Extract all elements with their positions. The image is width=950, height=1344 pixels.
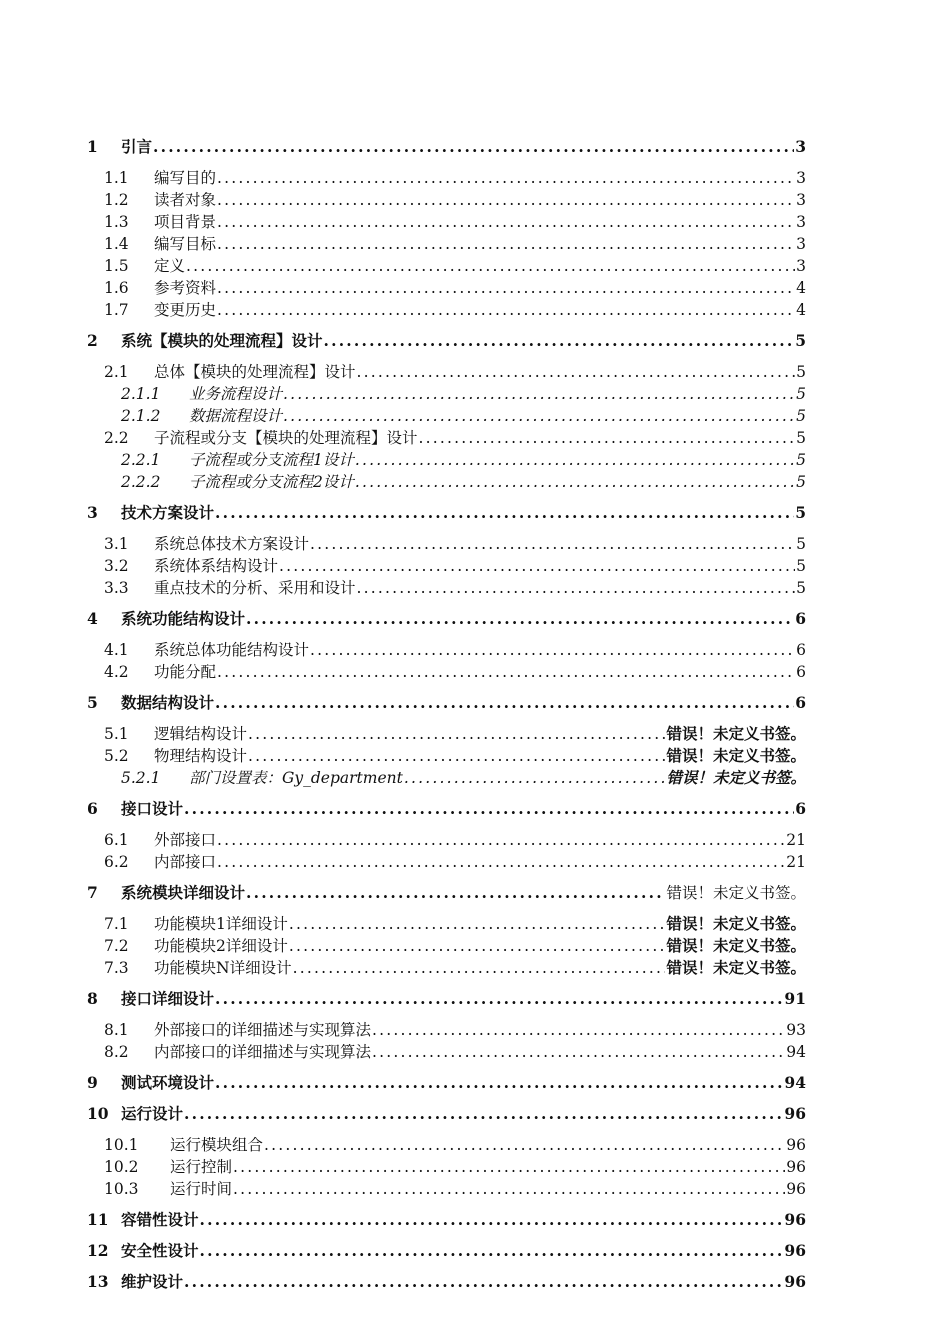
- toc-entry-page: 错误！未定义书签。: [666, 884, 806, 902]
- toc-entry-title: 功能分配: [154, 663, 217, 681]
- toc-entry-number: 11: [87, 1210, 109, 1229]
- toc-entry-number: 3.3: [104, 579, 129, 597]
- toc-entry-page: 96: [784, 1210, 806, 1229]
- toc-entry-number: 3.1: [104, 535, 129, 553]
- toc-entry[interactable]: [0, 692, 806, 714]
- toc-entry-title: 系统总体技术方案设计: [154, 535, 310, 553]
- toc-leader-dots: [217, 277, 795, 299]
- toc-entry-page: 21: [786, 853, 806, 871]
- toc-entry-number: 1.4: [104, 235, 129, 253]
- toc-entry-title: 子流程或分支流程2设计: [189, 473, 354, 491]
- toc-entry-page: 96: [784, 1104, 806, 1123]
- toc-entry-number: 1: [87, 137, 98, 156]
- toc-entry[interactable]: [0, 1103, 806, 1125]
- toc-entry-title: 编写目的: [154, 169, 217, 187]
- toc-entry-number: 5.2.1: [121, 769, 161, 787]
- toc-entry[interactable]: [0, 1240, 806, 1262]
- toc-entry[interactable]: [0, 1072, 806, 1094]
- toc-entry-title: 外部接口的详细描述与实现算法: [154, 1021, 372, 1039]
- toc-entry-page: 错误！未定义书签。: [666, 914, 806, 933]
- toc-entry-number: 8.1: [104, 1021, 129, 1039]
- toc-leader-dots: [184, 798, 794, 820]
- toc-entry-page: 91: [784, 989, 806, 1008]
- toc-entry-page: 错误！未定义书签。: [666, 768, 806, 787]
- toc-entry-page: 94: [784, 1073, 806, 1092]
- toc-entry[interactable]: [0, 661, 806, 683]
- toc-entry-title: 运行控制: [170, 1158, 233, 1176]
- toc-leader-dots: [419, 427, 796, 449]
- toc-leader-dots: [217, 189, 795, 211]
- toc-entry-title: 读者对象: [154, 191, 217, 209]
- toc-entry-title: 数据结构设计: [121, 693, 215, 712]
- toc-entry-title: 子流程或分支【模块的处理流程】设计: [154, 429, 418, 447]
- toc-entry-page: 3: [796, 191, 806, 209]
- toc-entry-number: 1.5: [104, 257, 129, 275]
- toc-entry-page: 错误！未定义书签。: [666, 936, 806, 955]
- toc-entry[interactable]: [0, 502, 806, 524]
- toc-entry-number: 1.1: [104, 169, 129, 187]
- toc-entry-title: 物理结构设计: [154, 747, 248, 765]
- toc-entry-title: 定义: [154, 257, 186, 275]
- toc-entry-page: 96: [786, 1136, 806, 1154]
- toc-leader-dots: [372, 1041, 785, 1063]
- toc-entry-title: 子流程或分支流程1设计: [189, 451, 354, 469]
- toc-entry-page: 3: [796, 169, 806, 187]
- toc-entry-title: 技术方案设计: [121, 503, 215, 522]
- toc-entry-page: 6: [795, 609, 806, 628]
- toc-entry-page: 3: [796, 235, 806, 253]
- toc-leader-dots: [264, 1134, 785, 1156]
- toc-entry-page: 5: [795, 503, 806, 522]
- toc-entry[interactable]: [0, 233, 806, 255]
- toc-entry-number: 2.2.1: [121, 451, 161, 469]
- toc-entry[interactable]: [0, 577, 806, 599]
- toc-entry-number: 2: [87, 331, 98, 350]
- toc-entry-page: 错误！未定义书签。: [666, 958, 806, 977]
- toc-entry-number: 7.1: [104, 915, 129, 933]
- toc-leader-dots: [246, 608, 794, 630]
- toc-entry-number: 1.6: [104, 279, 129, 297]
- toc-entry-title: 运行设计: [121, 1104, 184, 1123]
- toc-entry[interactable]: [0, 471, 806, 493]
- toc-leader-dots: [217, 211, 795, 233]
- toc-leader-dots: [215, 988, 783, 1010]
- toc-entry-number: 4.1: [104, 641, 129, 659]
- toc-leader-dots: [217, 661, 795, 683]
- toc-leader-dots: [289, 935, 666, 957]
- toc-leader-dots: [246, 882, 665, 904]
- toc-leader-dots: [324, 330, 795, 352]
- toc-entry-title: 运行时间: [170, 1180, 233, 1198]
- toc-entry[interactable]: [0, 405, 806, 427]
- toc-leader-dots: [355, 471, 795, 493]
- toc-entry[interactable]: [0, 1209, 806, 1231]
- toc-entry-page: 96: [784, 1241, 806, 1260]
- toc-entry[interactable]: [0, 767, 806, 789]
- toc-leader-dots: [293, 957, 666, 979]
- toc-leader-dots: [233, 1156, 785, 1178]
- toc-entry[interactable]: [0, 533, 806, 555]
- toc-entry[interactable]: [0, 913, 806, 935]
- toc-entry-title: 维护设计: [121, 1272, 184, 1291]
- toc-leader-dots: [184, 1271, 783, 1293]
- toc-entry-title: 引言: [121, 137, 153, 156]
- toc-entry-page: 4: [796, 279, 806, 297]
- toc-entry-number: 1.3: [104, 213, 129, 231]
- toc-entry-number: 2.1: [104, 363, 129, 381]
- toc-entry-title: 编写目标: [154, 235, 217, 253]
- toc-leader-dots: [186, 255, 795, 277]
- toc-leader-dots: [289, 913, 666, 935]
- toc-leader-dots: [283, 383, 795, 405]
- toc-entry-title: 参考资料: [154, 279, 217, 297]
- toc-entry[interactable]: [0, 277, 806, 299]
- toc-entry-title: 功能模块1详细设计: [154, 915, 288, 933]
- toc-entry-number: 7.3: [104, 959, 129, 977]
- toc-entry-page: 5: [796, 429, 806, 447]
- toc-entry-title: 系统功能结构设计: [121, 609, 246, 628]
- toc-leader-dots: [372, 1019, 785, 1041]
- toc-entry-title: 系统体系结构设计: [154, 557, 279, 575]
- toc-entry-title: 接口设计: [121, 799, 184, 818]
- toc-entry-number: 12: [87, 1241, 109, 1260]
- toc-entry-page: 3: [796, 257, 806, 275]
- toc-entry[interactable]: [0, 1156, 806, 1178]
- toc-entry-title: 项目背景: [154, 213, 217, 231]
- toc-entry-page: 21: [786, 831, 806, 849]
- toc-entry-number: 2.2: [104, 429, 129, 447]
- toc-entry-title: 重点技术的分析、采用和设计: [154, 579, 356, 597]
- toc-entry-title: 系统【模块的处理流程】设计: [121, 331, 323, 350]
- toc-entry-page: 6: [796, 641, 806, 659]
- toc-entry-number: 4: [87, 609, 98, 628]
- toc-entry[interactable]: [0, 957, 806, 979]
- toc-entry[interactable]: [0, 882, 806, 904]
- toc-entry[interactable]: [0, 935, 806, 957]
- toc-entry-title: 数据流程设计: [189, 407, 283, 425]
- toc-entry-number: 3: [87, 503, 98, 522]
- toc-entry[interactable]: [0, 1271, 806, 1293]
- toc-entry-number: 8.2: [104, 1043, 129, 1061]
- toc-entry[interactable]: [0, 988, 806, 1010]
- toc-entry-title: 逻辑结构设计: [154, 725, 248, 743]
- toc-entry-number: 6: [87, 799, 98, 818]
- toc-entry-number: 2.2.2: [121, 473, 161, 491]
- toc-entry-number: 3.2: [104, 557, 129, 575]
- toc-entry-page: 5: [796, 557, 806, 575]
- toc-entry-number: 1.7: [104, 301, 129, 319]
- toc-leader-dots: [153, 136, 794, 158]
- toc-entry[interactable]: [0, 1019, 806, 1041]
- toc-entry-page: 5: [796, 473, 806, 491]
- toc-entry[interactable]: [0, 211, 806, 233]
- toc-entry-page: 错误！未定义书签。: [666, 746, 806, 765]
- toc-entry[interactable]: [0, 449, 806, 471]
- toc-leader-dots: [233, 1178, 785, 1200]
- toc-leader-dots: [217, 829, 785, 851]
- toc-entry[interactable]: [0, 427, 806, 449]
- toc-entry-title: 内部接口的详细描述与实现算法: [154, 1043, 372, 1061]
- toc-entry-title: 业务流程设计: [189, 385, 283, 403]
- toc-entry[interactable]: [0, 255, 806, 277]
- toc-entry-title: 安全性设计: [121, 1241, 199, 1260]
- toc-entry-page: 4: [796, 301, 806, 319]
- toc-entry[interactable]: [0, 798, 806, 820]
- toc-entry-page: 5: [796, 535, 806, 553]
- toc-entry[interactable]: [0, 361, 806, 383]
- toc-entry-title: 接口详细设计: [121, 989, 215, 1008]
- toc-entry-page: 5: [796, 451, 806, 469]
- toc-entry-number: 7: [87, 883, 98, 902]
- toc-entry-number: 13: [87, 1272, 109, 1291]
- toc-entry[interactable]: [0, 555, 806, 577]
- toc-entry-title: 变更历史: [154, 301, 217, 319]
- toc-entry-page: 94: [786, 1043, 806, 1061]
- toc-leader-dots: [283, 405, 795, 427]
- toc-leader-dots: [217, 851, 785, 873]
- toc-leader-dots: [200, 1240, 784, 1262]
- toc-entry[interactable]: [0, 1041, 806, 1063]
- toc-entry-number: 10.1: [104, 1136, 139, 1154]
- toc-leader-dots: [310, 639, 795, 661]
- toc-entry-page: 96: [786, 1158, 806, 1176]
- toc-entry-page: 5: [796, 363, 806, 381]
- toc-leader-dots: [248, 723, 665, 745]
- toc-entry[interactable]: [0, 299, 806, 321]
- toc-entry-number: 5.1: [104, 725, 129, 743]
- toc-entry-page: 6: [795, 693, 806, 712]
- toc-leader-dots: [310, 533, 795, 555]
- toc-entry-title: 部门设置表：Gy_department: [189, 769, 403, 787]
- toc-entry-number: 7.2: [104, 937, 129, 955]
- toc-entry-title: 运行模块组合: [170, 1136, 264, 1154]
- toc-entry-title: 测试环境设计: [121, 1073, 215, 1092]
- toc-leader-dots: [215, 502, 794, 524]
- toc-entry-number: 10.3: [104, 1180, 139, 1198]
- toc-entry-title: 总体【模块的处理流程】设计: [154, 363, 356, 381]
- toc-entry-page: 96: [786, 1180, 806, 1198]
- toc-entry-page: 5: [796, 407, 806, 425]
- toc-leader-dots: [215, 1072, 783, 1094]
- toc-entry-title: 系统模块详细设计: [121, 883, 246, 902]
- toc-leader-dots: [217, 299, 795, 321]
- toc-leader-dots: [279, 555, 795, 577]
- toc-leader-dots: [200, 1209, 784, 1231]
- toc-entry-number: 10.2: [104, 1158, 139, 1176]
- toc-entry[interactable]: [0, 1134, 806, 1156]
- toc-entry[interactable]: [0, 608, 806, 630]
- toc-entry-number: 1.2: [104, 191, 129, 209]
- toc-leader-dots: [357, 577, 796, 599]
- toc-entry-page: 6: [795, 799, 806, 818]
- toc-entry-page: 96: [784, 1272, 806, 1291]
- toc-entry-number: 2.1.1: [121, 385, 161, 403]
- toc-entry[interactable]: [0, 829, 806, 851]
- toc-entry-page: 5: [795, 331, 806, 350]
- toc-entry-number: 6.2: [104, 853, 129, 871]
- toc-entry[interactable]: [0, 1178, 806, 1200]
- toc-entry-page: 5: [796, 579, 806, 597]
- toc-entry-title: 内部接口: [154, 853, 217, 871]
- toc-leader-dots: [355, 449, 795, 471]
- toc-entry[interactable]: [0, 745, 806, 767]
- toc-leader-dots: [184, 1103, 783, 1125]
- toc-entry-page: 3: [795, 137, 806, 156]
- toc-entry[interactable]: [0, 851, 806, 873]
- toc-leader-dots: [248, 745, 665, 767]
- toc-entry-page: 3: [796, 213, 806, 231]
- toc-entry[interactable]: [0, 136, 806, 158]
- toc-entry[interactable]: [0, 330, 806, 352]
- toc-entry-number: 4.2: [104, 663, 129, 681]
- toc-entry[interactable]: [0, 167, 806, 189]
- toc-entry-page: 错误！未定义书签。: [666, 724, 806, 743]
- toc-entry[interactable]: [0, 639, 806, 661]
- toc-entry[interactable]: [0, 383, 806, 405]
- toc-entry-title: 功能模块2详细设计: [154, 937, 288, 955]
- toc-entry-title: 功能模块N详细设计: [154, 959, 292, 977]
- toc-entry-number: 5: [87, 693, 98, 712]
- toc-entry-number: 2.1.2: [121, 407, 161, 425]
- toc-entry-number: 9: [87, 1073, 98, 1092]
- toc-entry-title: 系统总体功能结构设计: [154, 641, 310, 659]
- toc-entry[interactable]: [0, 723, 806, 745]
- toc-entry-number: 10: [87, 1104, 109, 1123]
- toc-leader-dots: [215, 692, 794, 714]
- toc-leader-dots: [357, 361, 796, 383]
- toc-entry-page: 5: [796, 385, 806, 403]
- toc-entry-number: 5.2: [104, 747, 129, 765]
- toc-entry-page: 93: [786, 1021, 806, 1039]
- toc-entry-title: 容错性设计: [121, 1210, 199, 1229]
- toc-entry-title: 外部接口: [154, 831, 217, 849]
- toc-leader-dots: [217, 167, 795, 189]
- toc-entry-page: 6: [796, 663, 806, 681]
- toc-entry-number: 8: [87, 989, 98, 1008]
- toc-entry-number: 6.1: [104, 831, 129, 849]
- toc-leader-dots: [404, 767, 666, 789]
- toc-leader-dots: [217, 233, 795, 255]
- toc-entry[interactable]: [0, 189, 806, 211]
